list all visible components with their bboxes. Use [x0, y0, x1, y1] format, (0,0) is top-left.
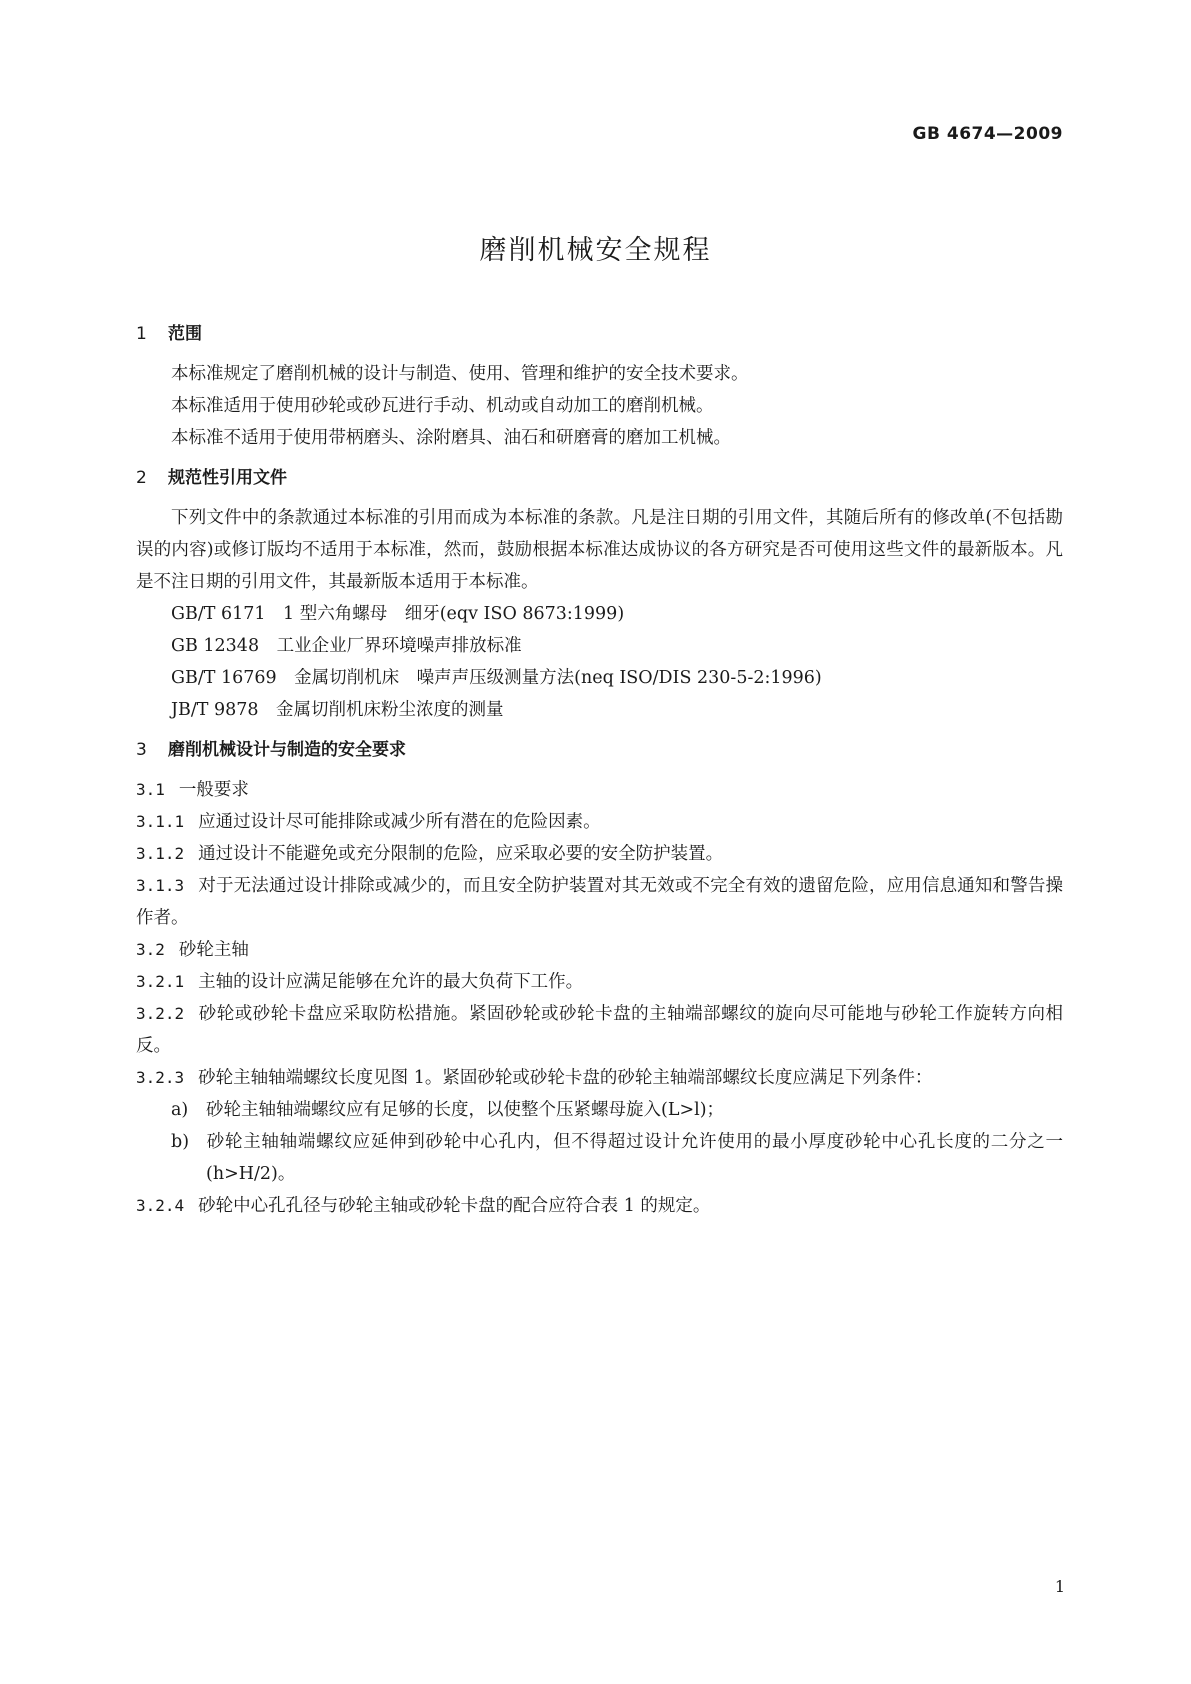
document-title: 磨削机械安全规程	[479, 235, 712, 266]
clause	[136, 838, 1063, 870]
section-number: 3	[136, 740, 147, 760]
list-item	[136, 1126, 1063, 1190]
section-heading-references	[136, 462, 1063, 494]
section-title: 规范性引用文件	[168, 468, 287, 488]
section-title: 范围	[168, 324, 202, 344]
section-number: 2	[136, 468, 147, 488]
reference-item: GB/T 6171 1 型六角螺母 细牙(eqv ISO 8673:1999)	[171, 604, 625, 624]
document-body	[136, 318, 1063, 1222]
clause	[136, 998, 1063, 1062]
paragraph: 本标准不适用于使用带柄磨头、涂附磨具、油石和研磨膏的磨加工机械。	[171, 428, 731, 448]
list-item-text: 砂轮主轴轴端螺纹应有足够的长度，以使整个压紧螺母旋入(L>l)；	[206, 1100, 725, 1120]
paragraph: 下列文件中的条款通过本标准的引用而成为本标准的条款。凡是注日期的引用文件，其随后所有的修改单(不包括勘误的内容)或修订版均不适用于本标准，然而，鼓励根据本标准达成协议的各方研究是否可使用这些文件的最新版本。凡是不注日期的引用文件，其最新版本适用于本标准。	[136, 508, 1063, 592]
clause	[136, 1062, 1063, 1094]
reference-item: JB/T 9878 金属切削机床粉尘浓度的测量	[171, 700, 504, 720]
clause-text: 砂轮或砂轮卡盘应采取防松措施。紧固砂轮或砂轮卡盘的主轴端部螺纹的旋向尽可能地与砂轮工作旋转方向相反。	[136, 1004, 1063, 1056]
clause-text: 主轴的设计应满足能够在允许的最大负荷下工作。	[198, 972, 584, 992]
clause	[136, 774, 1063, 806]
clause-number: 3.1	[136, 780, 165, 799]
reference-item: GB 12348 工业企业厂界环境噪声排放标准	[171, 636, 522, 656]
section-number: 1	[136, 324, 147, 344]
list-item-text: 砂轮主轴轴端螺纹应延伸到砂轮中心孔内，但不得超过设计允许使用的最小厚度砂轮中心孔长度的二分之一(h>H/2)。	[206, 1132, 1063, 1184]
section-heading-scope	[136, 318, 1063, 350]
clause	[136, 806, 1063, 838]
clause	[136, 1190, 1063, 1222]
clause-text: 通过设计不能避免或充分限制的危险，应采取必要的安全防护装置。	[198, 844, 724, 864]
clause	[136, 934, 1063, 966]
clause	[136, 870, 1063, 934]
standard-code: GB 4674—2009	[912, 124, 1063, 144]
clause-number: 3.1.3	[136, 876, 185, 895]
clause-text: 砂轮中心孔孔径与砂轮主轴或砂轮卡盘的配合应符合表 1 的规定。	[198, 1196, 711, 1216]
list-item-label: a)	[171, 1100, 189, 1120]
clause-number: 3.2.4	[136, 1196, 185, 1215]
section-heading-safety-requirements	[136, 734, 1063, 766]
reference-item: GB/T 16769 金属切削机床 噪声声压级测量方法(neq ISO/DIS 230-5-2:1996)	[171, 668, 822, 688]
clause-number: 3.2.2	[136, 1004, 185, 1023]
clause-text: 砂轮主轴	[178, 940, 249, 960]
section-title: 磨削机械设计与制造的安全要求	[168, 740, 406, 760]
page-number: 1	[1054, 1577, 1065, 1596]
list-item	[136, 1094, 1063, 1126]
paragraph: 本标准适用于使用砂轮或砂瓦进行手动、机动或自动加工的磨削机械。	[171, 396, 714, 416]
clause-number: 3.1.2	[136, 844, 185, 863]
clause-number: 3.2.3	[136, 1068, 185, 1087]
list-item-label: b)	[171, 1132, 190, 1152]
clause-text: 一般要求	[178, 780, 249, 800]
clause-text: 应通过设计尽可能排除或减少所有潜在的危险因素。	[198, 812, 601, 832]
clause-text: 砂轮主轴轴端螺纹长度见图 1。紧固砂轮或砂轮卡盘的砂轮主轴端部螺纹长度应满足下列条件：	[198, 1068, 933, 1088]
clause-text: 对于无法通过设计排除或减少的，而且安全防护装置对其无效或不完全有效的遗留危险，应用信息通知和警告操作者。	[136, 876, 1063, 928]
clause	[136, 966, 1063, 998]
clause-number: 3.1.1	[136, 812, 185, 831]
paragraph: 本标准规定了磨削机械的设计与制造、使用、管理和维护的安全技术要求。	[171, 364, 749, 384]
clause-number: 3.2.1	[136, 972, 185, 991]
clause-number: 3.2	[136, 940, 165, 959]
